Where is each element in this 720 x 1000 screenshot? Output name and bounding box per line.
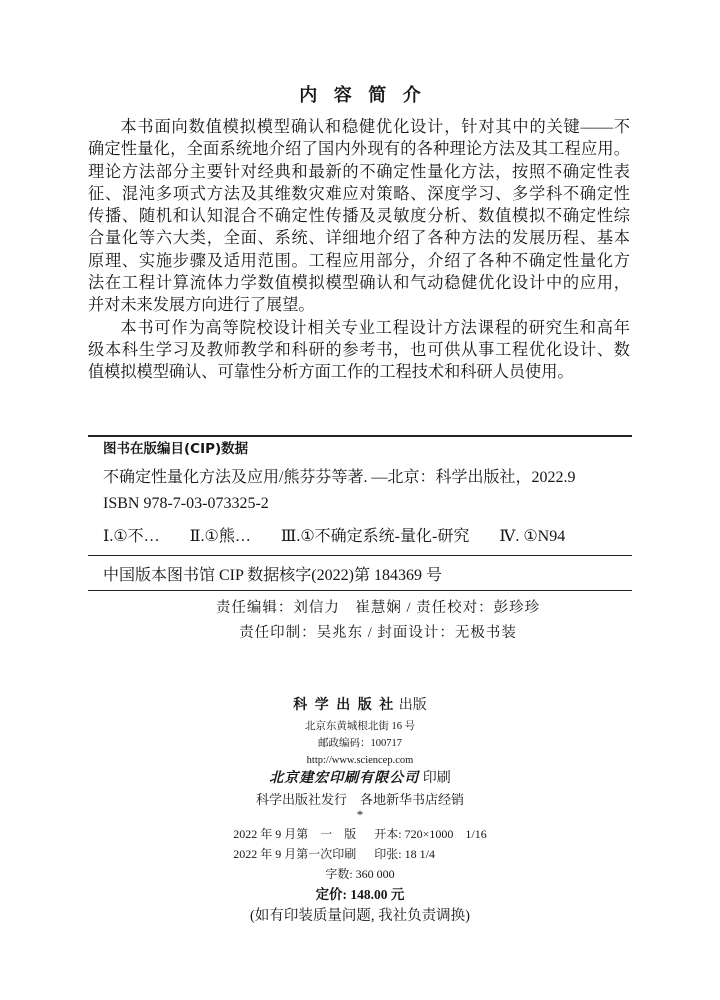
publisher-action: 出版 (395, 698, 427, 713)
text-line: 法在工程计算流体力学数值模拟模型确认和气动稳健优化设计中的应用， (88, 274, 630, 293)
text-line: 并对未来发展方向进行了展望。 (88, 296, 315, 315)
text-line: 传播、随机和认知混合不确定性传播及灵敏度分析、数值模拟不确定性综 (88, 207, 630, 226)
credits-editors: 责任编辑：刘信力 崔慧娴 / 责任校对：彭珍珍 (215, 600, 541, 616)
separator-star: * (356, 807, 364, 822)
summary-title: 内 容 简 介 (299, 85, 427, 105)
edition-info (0, 824, 720, 864)
summary-paragraph-2 (88, 317, 630, 384)
printer-action: 印刷 (419, 771, 451, 786)
edition-sheets: 印张: 18 1/4 (374, 847, 435, 861)
summary-body (88, 116, 630, 384)
text-line: 原理、实施步骤及适用范围。工程应用部分，介绍了各种不确定性量化方 (88, 251, 630, 270)
quality-notice: (如有印装质量问题, 我社负责调换) (250, 908, 470, 924)
cip-middle-rule (88, 555, 632, 556)
edition-word-count: 字数: 360 000 (325, 867, 395, 881)
publisher-line (0, 696, 720, 716)
cip-class-item: Ⅱ.①熊… (189, 528, 251, 545)
cip-classification (103, 527, 565, 547)
text-line: 征、混沌多项式方法及其维数灾难应对策略、深度学习、多学科不确定性 (88, 184, 630, 203)
publisher-address: 北京东黄城根北街 16 号 (304, 721, 416, 732)
text-line: 值模拟模型确认、可靠性分析方面工作的工程技术和科研人员使用。 (88, 363, 574, 382)
distribution-line: 科学出版社发行 各地新华书店经销 (255, 792, 464, 807)
text-line: 合量化等六大类，全面、系统、详细地介绍了各种方法的发展历程、基本 (88, 229, 630, 248)
price: 定价: 148.00 元 (315, 887, 405, 902)
edition-first-edition: 2022 年 9 月第 一 版 (233, 827, 357, 841)
publisher-website: http://www.sciencep.com (306, 755, 414, 766)
publisher-postcode: 邮政编码：100717 (318, 738, 402, 749)
summary-paragraph-1 (88, 116, 630, 317)
printer-line (0, 769, 720, 789)
edition-first-printing: 2022 年 9 月第一次印刷 (233, 847, 357, 861)
credits-production: 责任印制：吴兆东 / 封面设计：无极书装 (239, 625, 517, 641)
text-line: 本书面向数值模拟模型确认和稳健优化设计，针对其中的关键——不 (120, 118, 630, 136)
cip-class-item: Ⅰ.①不… (103, 528, 160, 545)
cip-bottom-rule (88, 590, 632, 591)
printer-name: 北京建宏印刷有限公司 (269, 771, 420, 786)
cip-class-item: Ⅲ.①不确定系统-量化-研究 (280, 528, 470, 545)
text-line: 理论方法部分主要针对经典和最新的不确定性量化方法，按照不确定性表 (88, 162, 630, 181)
publisher-name: 科 学 出 版 社 (293, 698, 396, 713)
text-line: 确定性量化，全面系统地介绍了国内外现有的各种理论方法及其工程应用。 (88, 140, 630, 159)
cip-top-rule (88, 435, 632, 437)
edition-format: 开本: 720×1000 1/16 (374, 827, 487, 841)
cip-heading: 图书在版编目(CIP)数据 (103, 441, 249, 457)
cip-class-item: Ⅳ. ①N94 (499, 528, 566, 545)
cip-title-line: 不确定性量化方法及应用/熊芬芬等著. —北京：科学出版社，2022.9 (103, 469, 576, 486)
text-line: 级本科生学习及教师教学和科研的参考书，也可供从事工程优化设计、数 (88, 340, 630, 359)
text-line: 本书可作为高等院校设计相关专业工程设计方法课程的研究生和高年 (120, 318, 630, 337)
cip-isbn: ISBN 978-7-03-073325-2 (103, 495, 269, 512)
cip-record-number: 中国版本图书馆 CIP 数据核字(2022)第 184369 号 (103, 567, 442, 584)
